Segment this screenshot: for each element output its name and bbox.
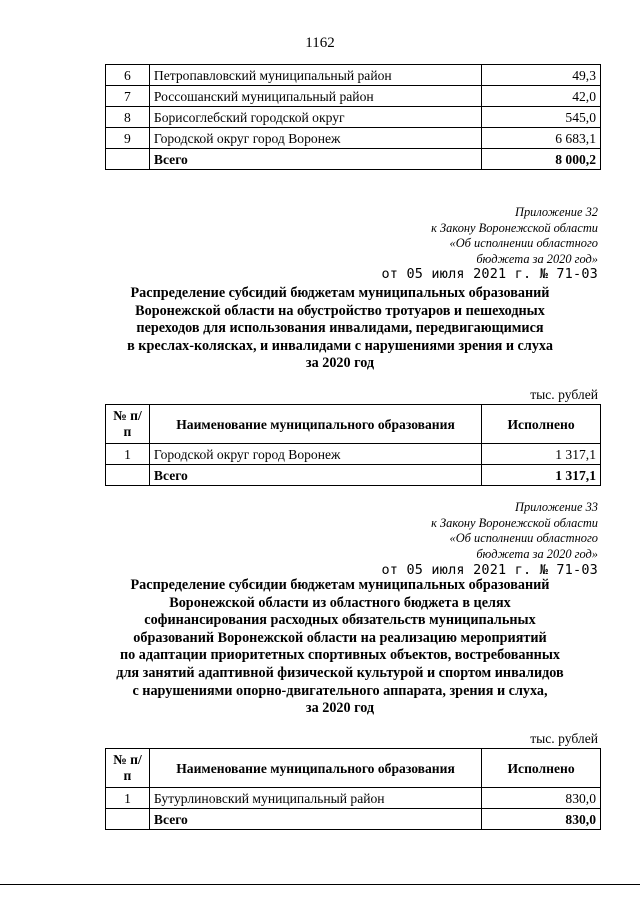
executed-value: 1 317,1	[482, 444, 601, 465]
appendix-33-header	[431, 500, 598, 562]
unit-label: тыс. рублей	[530, 731, 598, 746]
appendix-number: Приложение 32	[515, 205, 598, 219]
table-row	[106, 65, 601, 86]
row-number: 8	[106, 107, 150, 128]
appendix-33-title: Распределение субсидии бюджетам муниципальных образований Воронежской области из областного бюджета в целях софинансирования расходных обязательств муниципальных образований Воронежской области на реализацию мероприятий по адаптации приоритетных спортивных объектов, востребованных для занятий адаптивной физической культурой и спортом инвалидов с нарушениями опорно-двигательного аппарата, зрения и слуха, за 2020 год	[116, 577, 564, 717]
law-date-stamp: от 05 июля 2021 г. № 71-03	[381, 562, 598, 578]
appendix-32-title: Распределение субсидий бюджетам муниципальных образований Воронежской области на обустройство тротуаров и пешеходных переходов для использования инвалидами, передвигающимися в креслах-колясках, и инвалидами с нарушениями зрения и слуха за 2020 год	[127, 285, 553, 372]
appendix-law: к Закону Воронежской области	[431, 220, 598, 235]
table-row	[106, 107, 601, 128]
row-number: 7	[106, 86, 150, 107]
municipality-name: Городской округ город Воронеж	[149, 128, 481, 149]
municipality-name: Петропавловский муниципальный район	[149, 65, 481, 86]
executed-value: 830,0	[482, 788, 601, 809]
total-value: 1 317,1	[482, 465, 601, 486]
table-row	[106, 788, 601, 809]
total-label: Всего	[149, 809, 481, 830]
column-header-number: № п/п	[106, 405, 150, 444]
column-header-name: Наименование муниципального образования	[149, 405, 481, 444]
unit-label: тыс. рублей	[530, 387, 598, 402]
total-value: 830,0	[482, 809, 601, 830]
table-row	[106, 86, 601, 107]
table-appendix-32	[105, 404, 601, 486]
column-header-number: № п/п	[106, 749, 150, 788]
total-row	[106, 809, 601, 830]
table-header-row	[106, 749, 601, 788]
row-number: 1	[106, 444, 150, 465]
column-header-value: Исполнено	[482, 405, 601, 444]
appendix-law: к Закону Воронежской области	[431, 515, 598, 530]
column-header-value: Исполнено	[482, 749, 601, 788]
page-number: 1162	[305, 35, 335, 51]
appendix-law-title-2: бюджета за 2020 год»	[476, 546, 598, 561]
row-number: 6	[106, 65, 150, 86]
row-number: 1	[106, 788, 150, 809]
appendix-law-title: «Об исполнении областного	[449, 236, 598, 251]
appendix-law-title: «Об исполнении областного	[449, 531, 598, 546]
executed-value: 545,0	[482, 107, 601, 128]
municipality-name: Россошанский муниципальный район	[149, 86, 481, 107]
table-header-row	[106, 405, 601, 444]
law-date-stamp: от 05 июля 2021 г. № 71-03	[381, 266, 598, 282]
total-row	[106, 149, 601, 170]
page-bottom-rule	[0, 884, 640, 885]
municipality-name: Борисоглебский городской округ	[149, 107, 481, 128]
table-row	[106, 444, 601, 465]
column-header-name: Наименование муниципального образования	[149, 749, 481, 788]
table-appendix-33	[105, 748, 601, 830]
total-label: Всего	[149, 465, 481, 486]
table-continuation	[105, 64, 601, 170]
table-row	[106, 128, 601, 149]
appendix-law-title-2: бюджета за 2020 год»	[476, 251, 598, 266]
executed-value: 49,3	[482, 65, 601, 86]
row-number: 9	[106, 128, 150, 149]
executed-value: 6 683,1	[482, 128, 601, 149]
total-value: 8 000,2	[482, 149, 601, 170]
total-row	[106, 465, 601, 486]
executed-value: 42,0	[482, 86, 601, 107]
municipality-name: Бутурлиновский муниципальный район	[149, 788, 481, 809]
appendix-number: Приложение 33	[515, 500, 598, 514]
total-label: Всего	[149, 149, 481, 170]
municipality-name: Городской округ город Воронеж	[149, 444, 481, 465]
appendix-32-header	[431, 205, 598, 267]
